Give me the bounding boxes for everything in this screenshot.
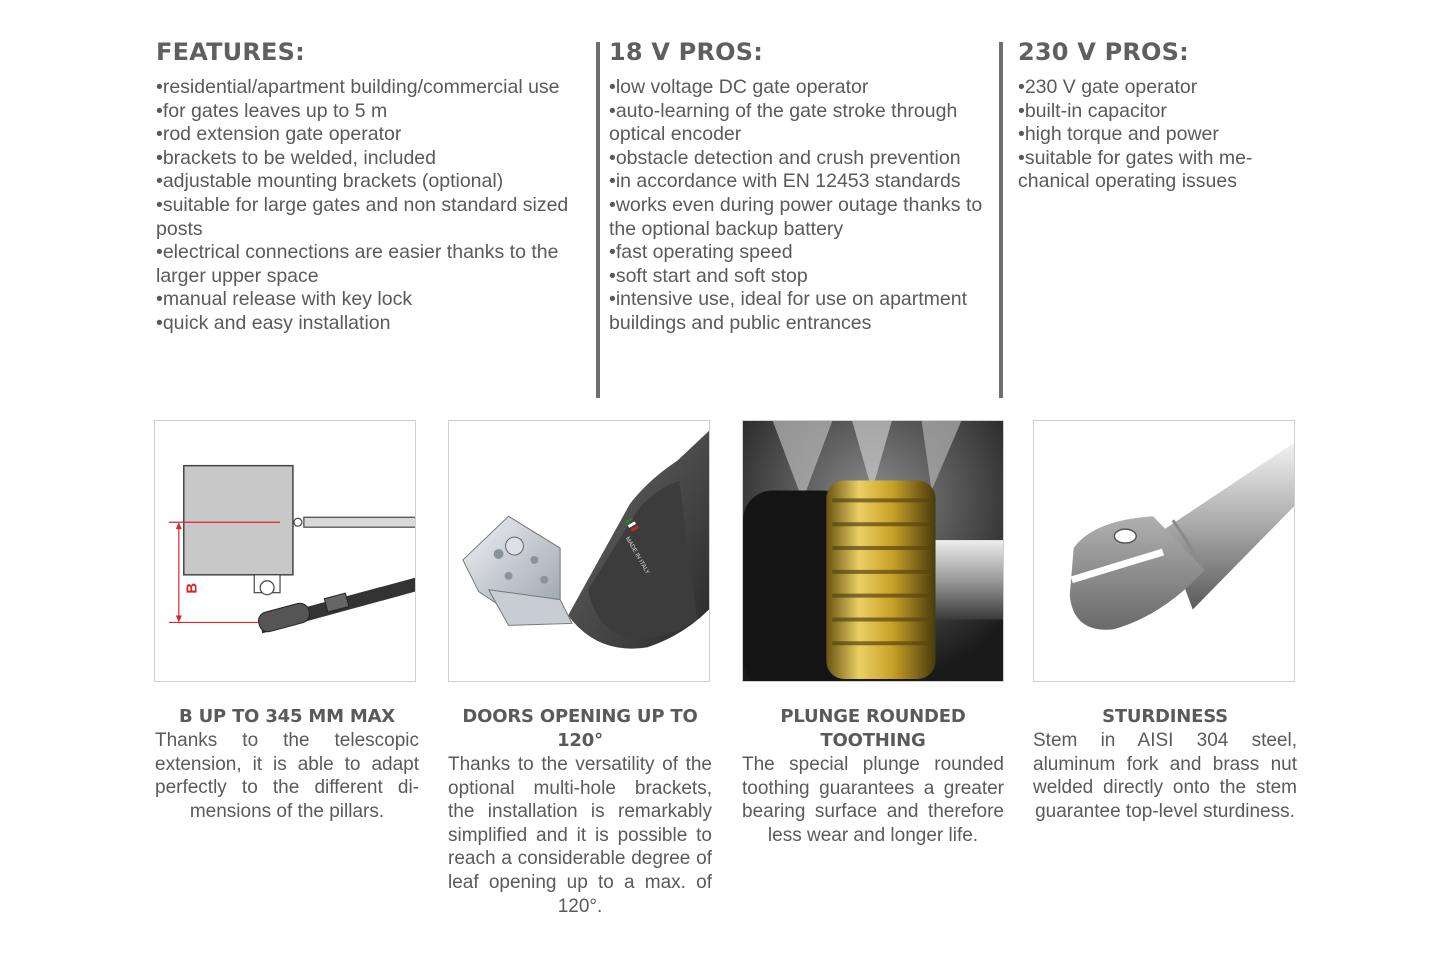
- card-title: PLUNGE ROUNDED TOOTHING: [780, 706, 966, 751]
- list-item: • works even during power outage thanks to the optional backup battery: [609, 194, 997, 241]
- list-item: • soft start and soft stop: [609, 265, 997, 289]
- pros-18v-list: [609, 76, 997, 336]
- card-title: B UP TO 345 MM MAX: [179, 706, 395, 727]
- features-title: FEATURES:: [156, 38, 305, 66]
- list-item: • suitable for large gates and non standard sized posts: [156, 194, 596, 241]
- dimension-b-label: B: [184, 582, 201, 594]
- card-text: Stem in AISI 304 steel, aluminum fork and brass nut welded directly onto the stem guarantee top-level sturdiness.: [1033, 730, 1297, 822]
- card-text: The special plunge rounded toothing guarantees a greater bearing surface and therefore less wear and longer life.: [742, 754, 1004, 846]
- card-extension: [155, 705, 419, 823]
- card-title: DOORS OPENING UP TO 120°: [462, 706, 698, 751]
- card-toothing: [742, 705, 1004, 847]
- card-opening: [448, 705, 712, 918]
- pros-18v-title: 18 V PROS:: [609, 38, 764, 66]
- pros-18v-column: [609, 38, 997, 336]
- list-item: • electrical connections are easier thanks to the larger upper space: [156, 241, 596, 288]
- bracket-image: [448, 420, 710, 682]
- list-item: • manual release with key lock: [156, 288, 596, 312]
- list-item: • obstacle detection and crush prevention: [609, 147, 997, 171]
- pros-230v-list: [1018, 76, 1293, 194]
- list-item: • low voltage DC gate operator: [609, 76, 997, 100]
- list-item: • 230 V gate operator: [1018, 76, 1293, 100]
- list-item: • auto-learning of the gate stroke through optical encoder: [609, 100, 997, 147]
- list-item: • for gates leaves up to 5 m: [156, 100, 596, 124]
- list-item: • residential/apartment building/commercial use: [156, 76, 596, 100]
- steel-stem-fork-illustration: [1034, 421, 1294, 681]
- card-text: Thanks to the telescopic extension, it is able to adapt perfectly to the different di-mensions of the pillars.: [155, 730, 419, 822]
- list-item: • adjustable mounting brackets (optional): [156, 170, 596, 194]
- list-item: • intensive use, ideal for use on apartment buildings and public entrances: [609, 288, 997, 335]
- card-title: STURDINESS: [1102, 706, 1228, 727]
- pros-230v-column: [1018, 38, 1293, 194]
- list-item: • fast operating speed: [609, 241, 997, 265]
- rounded-toothing-illustration: [743, 421, 1003, 681]
- stem-image: [1033, 420, 1295, 682]
- card-sturdiness: [1033, 705, 1297, 823]
- gear-image: [742, 420, 1004, 682]
- extension-diagram: [154, 420, 416, 682]
- list-item: • built-in capacitor: [1018, 100, 1293, 124]
- features-list: [156, 76, 596, 336]
- features-column: [156, 38, 596, 336]
- made-in-italy-badge: MADE IN ITALY: [623, 536, 651, 576]
- multi-hole-bracket-illustration: [449, 421, 709, 681]
- column-divider: [596, 42, 600, 398]
- card-text: Thanks to the versatility of the optional multi-hole brackets, the installation is remarkably simplified and it is possible to reach a considerable degree of leaf opening up to a max. of 120°.: [448, 754, 712, 917]
- list-item: • in accordance with EN 12453 standards: [609, 170, 997, 194]
- list-item: • suitable for gates with me-chanical operating issues: [1018, 147, 1293, 194]
- pros-230v-title: 230 V PROS:: [1018, 38, 1189, 66]
- pillar-diagram-illustration: [155, 421, 415, 681]
- column-divider: [999, 42, 1003, 398]
- list-item: • quick and easy installation: [156, 312, 596, 336]
- list-item: • brackets to be welded, included: [156, 147, 596, 171]
- list-item: • high torque and power: [1018, 123, 1293, 147]
- list-item: • rod extension gate operator: [156, 123, 596, 147]
